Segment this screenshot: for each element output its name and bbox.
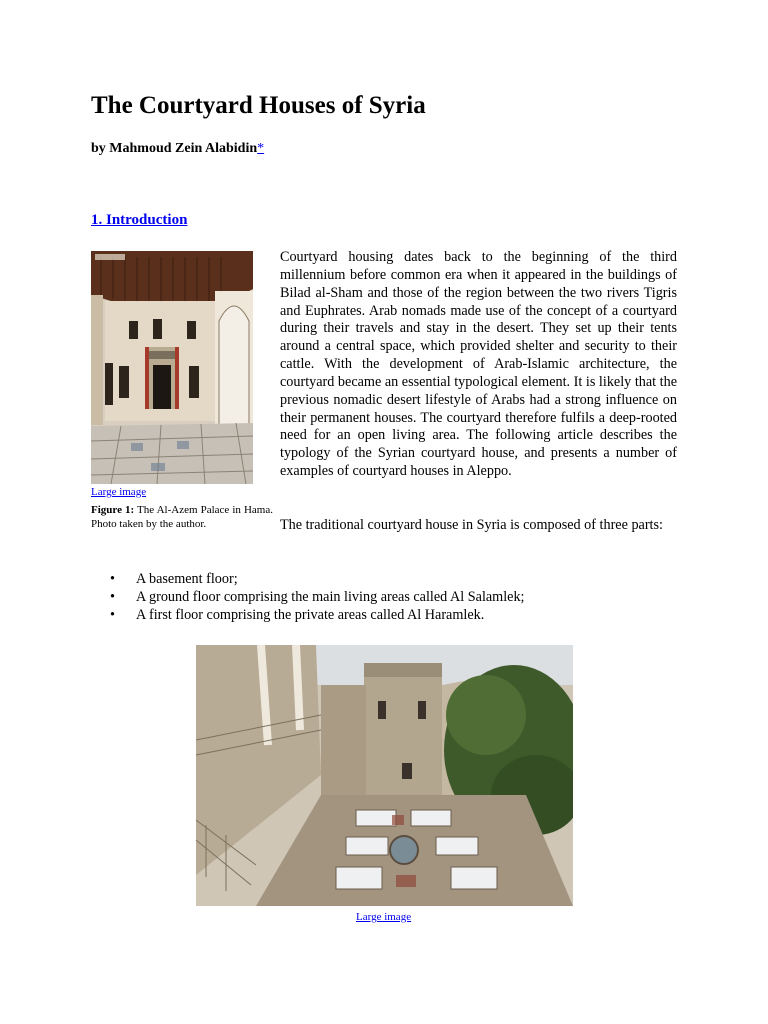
figure1-caption-text: The Al-Azem Palace in Hama. Photo taken by the author. bbox=[91, 504, 273, 530]
list-item: • A ground floor comprising the main living areas called Al Salamlek; bbox=[110, 588, 525, 606]
figure2-large-image-link[interactable]: Large image bbox=[356, 911, 412, 923]
page-title: The Courtyard Houses of Syria bbox=[91, 92, 426, 119]
intro-paragraph: Courtyard housing dates back to the beginning of the third millennium before common era when it appeared in the buildings of Bilad al-Sham and those of the region between the two rivers Tigris and Euphrates. Arab nomads made use of the concept of a courtyard during their travels and stay in the desert. They set up their tents around a central space, which provided shelter and security to their cattle. With the development of Arab-Islamic architecture, the courtyard became an essential typological element. It is likely that the previous nomadic desert lifestyle of Arabs had a strong influence on their permanent houses. The courtyard therefore fulfils a deep-rooted need for an open living area. The following article describes the typology of the Syrian courtyard house, and presents a number of examples of courtyard houses in Aleppo. bbox=[280, 249, 677, 480]
house-parts-list bbox=[110, 570, 525, 624]
list-item: • A first floor comprising the private areas called Al Haramlek. bbox=[110, 606, 525, 624]
section-heading-introduction[interactable]: 1. Introduction bbox=[91, 212, 188, 228]
figure1-large-image-link[interactable]: Large image bbox=[91, 486, 147, 498]
al-azem-palace-photo bbox=[91, 251, 253, 484]
author-byline bbox=[91, 141, 264, 157]
figure1-caption-label: Figure 1: bbox=[91, 504, 135, 516]
author-footnote-link[interactable]: * bbox=[257, 141, 265, 156]
figure1-caption bbox=[91, 503, 273, 531]
author-name: by Mahmoud Zein Alabidin bbox=[91, 141, 258, 156]
figure1-image[interactable] bbox=[91, 251, 253, 484]
composition-paragraph: The traditional courtyard house in Syria is composed of three parts: bbox=[280, 517, 663, 533]
aleppo-courtyard-photo bbox=[196, 645, 573, 906]
figure2-image[interactable] bbox=[196, 645, 573, 906]
list-item: • A basement floor; bbox=[110, 570, 525, 588]
